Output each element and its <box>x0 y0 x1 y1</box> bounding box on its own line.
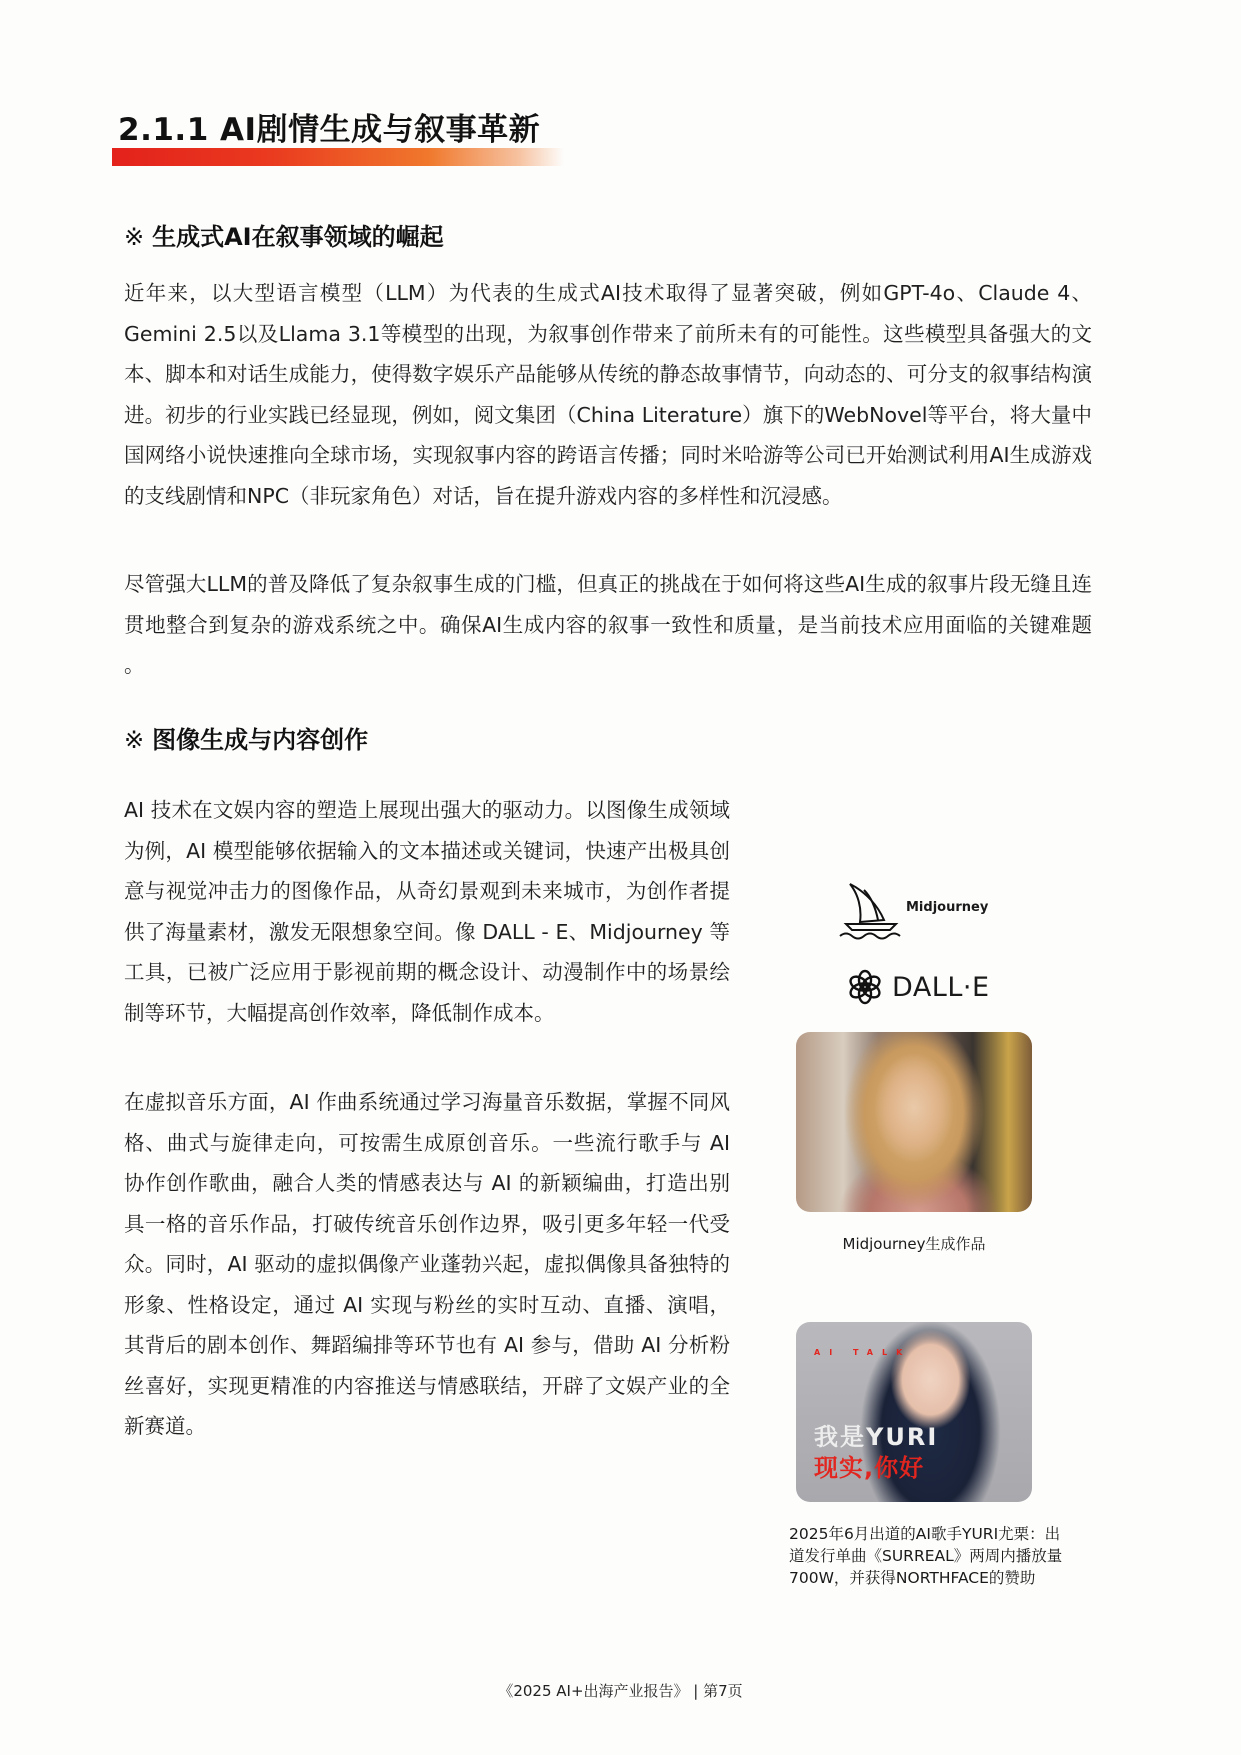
reference-mark-icon: ※ <box>124 223 145 251</box>
image-overlay-line2: 现实,你好 <box>814 1454 925 1482</box>
section-title: 2.1.1 AI剧情生成与叙事革新 <box>118 112 541 148</box>
dalle-logo-text: DALL·E <box>892 971 990 1003</box>
subheading-image-generation <box>124 720 368 755</box>
subheading-narrative <box>124 217 444 252</box>
midjourney-logo-text: Midjourney <box>906 899 989 915</box>
openai-knot-icon <box>846 968 884 1006</box>
paragraph-virtual-music: 在虚拟音乐方面，AI 作曲系统通过学习海量音乐数据，掌握不同风格、曲式与旋律走向，可按需生成原创音乐。一些流行歌手与 AI 协作创作歌曲，融合人类的情感表达与 AI 的新颖编曲，打造出别具一格的音乐作品，打破传统音乐创作边界，吸引更多年轻一代受众。同时，AI 驱动的虚拟偶像产业蓬勃兴起，虚拟偶像具备独特的形象、性格设定，通过 AI 实现与粉丝的实时互动、直播、演唱，其背后的剧本创作、舞蹈编排等环节也有 AI 参与，借助 AI 分析粉丝喜好，实现更精准的内容推送与情感联结，开辟了文娱产业的全新赛道。 <box>124 1090 730 1438</box>
figure-caption-yuri: 2025年6月出道的AI歌手YURI尤栗：出道发行单曲《SURREAL》两周内播放量700W，并获得NORTHFACE的赞助 <box>789 1525 1063 1587</box>
paragraph-llm-narrative: 近年来，以大型语言模型（LLM）为代表的生成式AI技术取得了显著突破，例如GPT-4o、Claude 4、Gemini 2.5以及Llama 3.1等模型的出现，为叙事创作带来了前所未有的可能性。这些模型具备强大的文本、脚本和对话生成能力，使得数字娱乐产品能够从传统的静态故事情节，向动态的、可分支的叙事结构演进。初步的行业实践已经显现，例如，阅文集团（China Literature）旗下的WebNovel等平台，将大量中国网络小说快速推向全球市场，实现叙事内容的跨语言传播；同时米哈游等公司已开始测试利用AI生成游戏的支线剧情和NPC（非玩家角色）对话，旨在提升游戏内容的多样性和沉浸感。 <box>124 281 1092 508</box>
page-footer: 《2025 AI+出海产业报告》 | 第7页 <box>498 1682 743 1700</box>
image-overlay-tag: AI TALK <box>814 1348 912 1357</box>
paragraph-image-generation: AI 技术在文娱内容的塑造上展现出强大的驱动力。以图像生成领域为例，AI 模型能够依据输入的文本描述或关键词，快速产出极具创意与视觉冲击力的图像作品，从奇幻景观到未来城市，为创作者提供了海量素材，激发无限想象空间。像 DALL - E、Midjourney 等工具，已被广泛应用于影视前期的概念设计、动漫制作中的场景绘制等环节，大幅提高创作效率，降低制作成本。 <box>124 798 730 1025</box>
section-title-block <box>118 104 540 149</box>
dalle-logo <box>846 968 990 1006</box>
reference-mark-icon: ※ <box>124 726 145 754</box>
subheading-text: 生成式AI在叙事领域的崛起 <box>152 223 444 251</box>
midjourney-logo <box>838 880 988 940</box>
image-overlay-line1: 我是YURI <box>814 1423 939 1451</box>
sailboat-icon <box>838 880 904 940</box>
subheading-text: 图像生成与内容创作 <box>152 726 369 754</box>
figure-caption-midjourney: Midjourney生成作品 <box>842 1235 986 1253</box>
paragraph-narrative-challenge: 尽管强大LLM的普及降低了复杂叙事生成的门槛，但真正的挑战在于如何将这些AI生成的叙事片段无缝且连贯地整合到复杂的游戏系统之中。确保AI生成内容的叙事一致性和质量，是当前技术应用面临的关键难题 。 <box>124 572 1092 677</box>
ai-singer-yuri-image <box>796 1322 1032 1502</box>
title-underline-bar <box>112 148 564 166</box>
midjourney-generated-portrait-image <box>796 1032 1032 1212</box>
